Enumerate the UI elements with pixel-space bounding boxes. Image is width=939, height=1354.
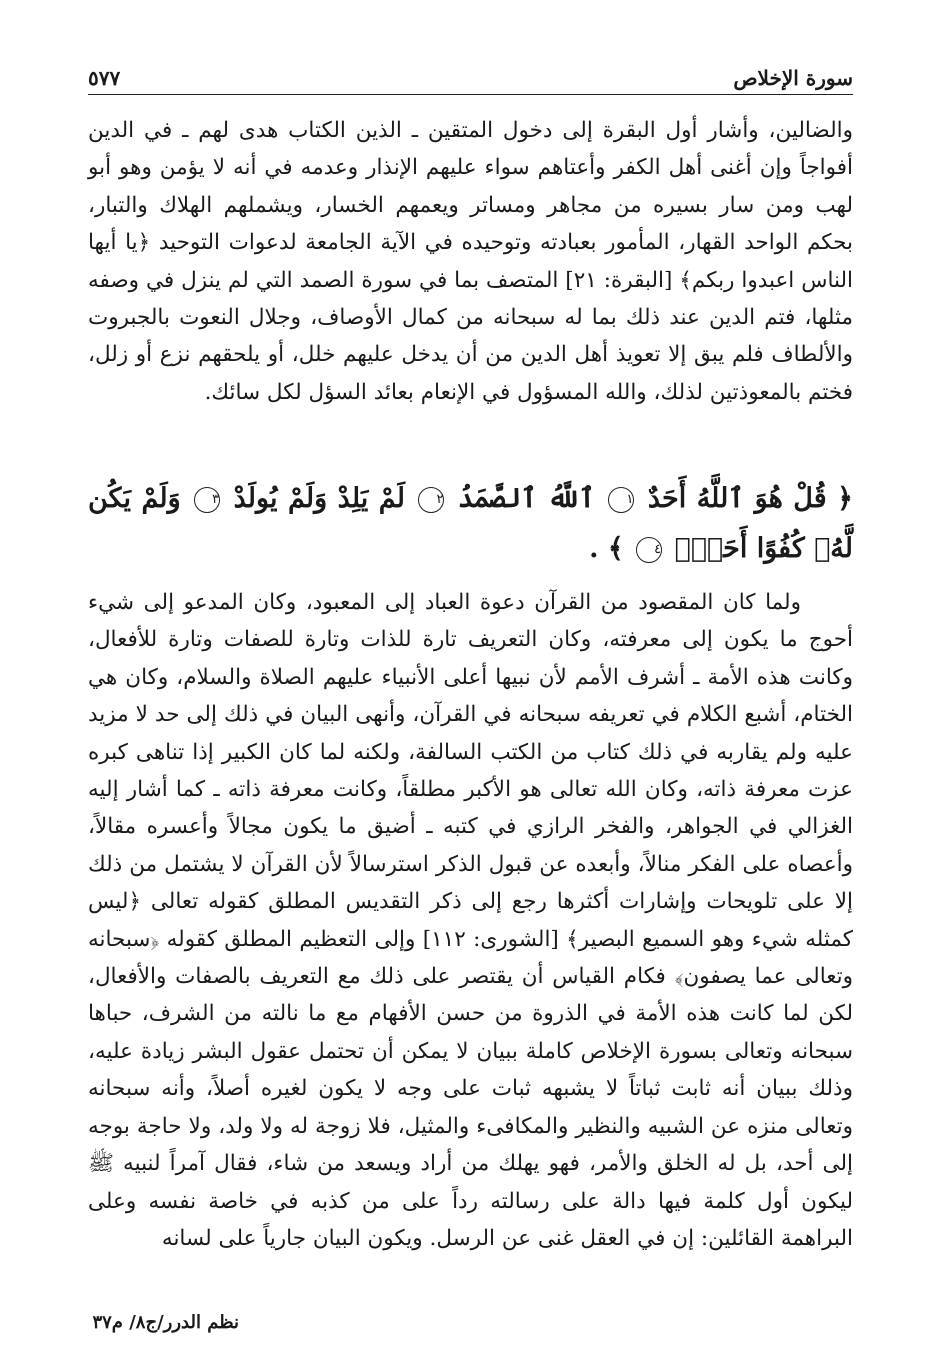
page-number: ٥٧٧ <box>88 66 121 90</box>
surah-title: سورة الإخلاص <box>733 66 853 90</box>
verse-close-bracket: ﴾ . <box>589 533 624 564</box>
paragraph-1-text: والضالين، وأشار أول البقرة إلى دخول المتقين ـ الذين الكتاب هدى لهم ـ في الدين أفواجاً وإن أغنى أهل الكفر وأعتاهم سواء عليهم الإنذار وعدمه في أنه لا يؤمن وهو أبو لهب ومن سار بسيره من مجاهر ومساتر ويعمهم الخسار، ويشملهم الهلاك والتبار، بحكم الواحد القهار، المأمور بعبادته وتوحيده في الآية الجامعة لدعوات التوحيد ﴿يا أيها الناس اعبدوا ربكم﴾ [البقرة: ٢١] المتصف بما في سورة الصمد التي لم ينزل في وصفه مثلها، فتم الدين عند ذلك بما له سبحانه من كمال الأوصاف، وجلال النعوت بالجبروت والألطاف فلم يبق إلا تعويذ أهل الدين من أن يدخل عليهم خلل، أو يلحقهم نزع أو زلل، فختم بالمعوذتين لذلك، والله المسؤول في الإنعام بعائد السؤل لكل سائك. <box>88 118 854 405</box>
paragraph-2-text: ولما كان المقصود من القرآن دعوة العباد إلى المعبود، وكان المدعو إلى شيء أحوج ما يكون إلى معرفته، وكان التعريف تارة للذات وتارة للصفات وتارة للأفعال، وكانت هذه الأمة ـ أشرف الأمم لأن نبيها أعلى الأنبياء عليهم الصلاة والسلام، وكان هي الختام، أشبع الكلام في تعريفه سبحانه في القرآن، وأنهى البيان في ذلك إلى حد لا مزيد عليه ولم يقاربه في ذلك كتاب من الكتب السالفة، ولكنه لما كان الكبير إذا تناهى كبره عزت معرفة ذاته، وكان الله تعالى هو الأكبر مطلقاً، وكانت معرفة ذاته ـ كما أشار إليه الغزالي في الجواهر، والفخر الرازي في كتبه ـ أضيق ما يكون مجالاً وأعسره مقالاً، وأعصاه على الفكر منالاً، وأبعده عن قبول الذكر استرسالاً لأن القرآن لا يشتمل من ذلك إلا على تلويحات وإشارات أكثرها رجع إلى ذكر التقديس المطلق كقوله تعالى ﴿ليس كمثله شيء وهو السميع البصير﴾ [الشورى: ١١٢] وإلى التعظيم المطلق كقوله ﴿سبحانه وتعالى عما يصفون﴾ فكام القياس أن يقتصر على ذلك مع التعريف بالصفات والأفعال، لكن لما كانت هذه الأمة في الذروة من حسن الأفهام مع ما نالته من الشرف، حباها سبحانه وتعالى بسورة الإخلاص كاملة ببيان لا يمكن أن تحتمل عقول البشر زيادة عليه، وذلك ببيان أنه ثابت ثباتاً لا يشبهه ثبات على وجه لا يكون لغيره أصلاً، وأنه سبحانه وتعالى منزه عن الشبيه والنظير والمكافىء والمثيل، فلا زوجة له ولا ولد، ولا حاجة بوجه إلى أحد، بل له الخلق والأمر، فهو يهلك من أراد ويسعد من شاء، فقال آمراً لنبيه ﷺ ليكون أول كلمة فيها دالة على رسالته رداً على من كذبه في خاصة نفسه وعلى البراهمة القائلين: إن في العقل غنى عن الرسل. ويكون البيان جارياً على لسانه <box>88 590 854 1251</box>
verse-part-4: وَلَمْ يَكُن لَّهُۥ كُفُوًا أَحَدٌۢ <box>88 483 853 564</box>
verse-part-2: ٱللَّهُ ٱلصَّمَدُ <box>457 483 595 514</box>
verse-open-bracket: ﴿ <box>837 483 853 514</box>
quran-verse <box>88 474 853 574</box>
ayah-number-2: ٢ <box>418 487 444 513</box>
running-header <box>88 60 853 95</box>
ayah-number-1: ١ <box>608 487 634 513</box>
verse-part-1: قُلْ هُوَ ٱللَّهُ أَحَدٌ <box>647 483 827 514</box>
verse-part-3: لَمْ يَلِدْ وَلَمْ يُولَدْ <box>233 483 405 514</box>
footer-signature: نظم الدرر/ج٨/ م٣٧ <box>92 1312 239 1333</box>
ayah-number-4: ٤ <box>636 537 662 563</box>
paragraph-2 <box>88 584 853 1257</box>
ayah-number-3: ٣ <box>194 487 220 513</box>
paragraph-1 <box>88 112 853 411</box>
